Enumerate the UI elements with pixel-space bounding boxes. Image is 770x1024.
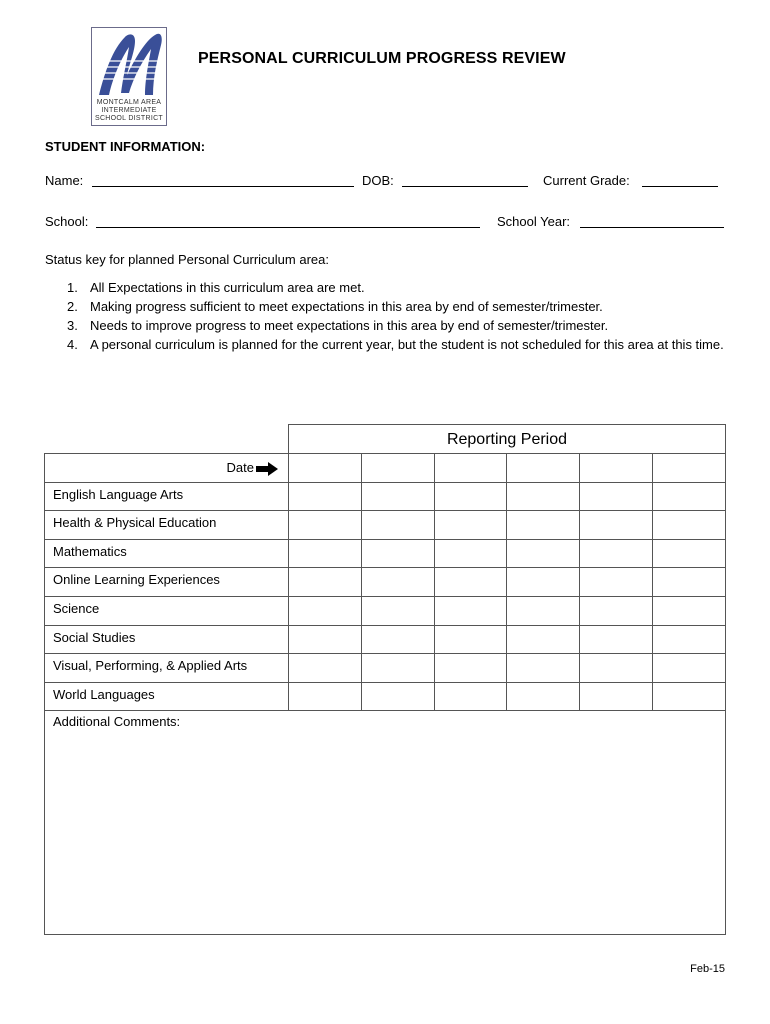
- student-info-heading: STUDENT INFORMATION:: [45, 139, 206, 154]
- status-cell[interactable]: [507, 511, 580, 540]
- status-cell[interactable]: [362, 483, 435, 512]
- grade-label: Current Grade:: [543, 173, 630, 188]
- date-label: Date: [226, 460, 254, 475]
- status-cell[interactable]: [289, 511, 362, 540]
- status-cell[interactable]: [653, 683, 726, 712]
- status-key-list: [45, 278, 727, 354]
- status-cell[interactable]: [653, 626, 726, 655]
- status-cell[interactable]: [507, 568, 580, 597]
- date-label-cell: [45, 454, 289, 483]
- list-item: 4. A personal curriculum is planned for the current year, but the student is not scheduled for this area at this time.: [67, 337, 724, 352]
- status-cell[interactable]: [580, 540, 653, 569]
- status-cell[interactable]: [435, 654, 508, 683]
- school-label: School:: [45, 214, 89, 229]
- status-cell[interactable]: [580, 511, 653, 540]
- status-cell[interactable]: [362, 654, 435, 683]
- status-cell[interactable]: [653, 483, 726, 512]
- logo-text: MONTCALM AREA INTERMEDIATE SCHOOL DISTRICT: [94, 99, 164, 122]
- table-row: [45, 483, 726, 512]
- status-cell[interactable]: [653, 568, 726, 597]
- table-row: [45, 568, 726, 597]
- status-cell[interactable]: [362, 683, 435, 712]
- status-cell[interactable]: [435, 483, 508, 512]
- subject-label: Social Studies: [45, 626, 289, 655]
- status-cell[interactable]: [580, 568, 653, 597]
- district-logo: [91, 27, 167, 126]
- table-row: [45, 597, 726, 626]
- date-cell[interactable]: [435, 454, 508, 483]
- status-cell[interactable]: [653, 540, 726, 569]
- status-cell[interactable]: [580, 654, 653, 683]
- subject-label: Science: [45, 597, 289, 626]
- status-cell[interactable]: [362, 568, 435, 597]
- date-cell[interactable]: [653, 454, 726, 483]
- status-cell[interactable]: [362, 540, 435, 569]
- status-cell[interactable]: [435, 683, 508, 712]
- name-field[interactable]: [92, 186, 354, 187]
- school-field[interactable]: [96, 227, 480, 228]
- status-cell[interactable]: [435, 597, 508, 626]
- status-cell[interactable]: [507, 483, 580, 512]
- status-cell[interactable]: [653, 597, 726, 626]
- subject-label: Health & Physical Education: [45, 511, 289, 540]
- status-cell[interactable]: [289, 683, 362, 712]
- status-cell[interactable]: [653, 511, 726, 540]
- status-cell[interactable]: [507, 540, 580, 569]
- footer-date: Feb-15: [690, 963, 725, 975]
- list-item: 1. All Expectations in this curriculum area are met.: [67, 280, 365, 295]
- subject-label: World Languages: [45, 683, 289, 712]
- list-item: 2. Making progress sufficient to meet expectations in this area by end of semester/trimester.: [67, 299, 603, 314]
- table-row: [45, 626, 726, 655]
- status-cell[interactable]: [435, 568, 508, 597]
- status-cell[interactable]: [507, 654, 580, 683]
- status-cell[interactable]: [435, 626, 508, 655]
- table-row: [45, 654, 726, 683]
- page-title: PERSONAL CURRICULUM PROGRESS REVIEW: [198, 50, 566, 67]
- status-cell[interactable]: [435, 540, 508, 569]
- m-logo-icon: [95, 31, 163, 97]
- status-cell[interactable]: [289, 568, 362, 597]
- list-item: 3. Needs to improve progress to meet expectations in this area by end of semester/trimester.: [67, 318, 609, 333]
- name-label: Name:: [45, 173, 84, 188]
- dob-label: DOB:: [362, 173, 394, 188]
- status-cell[interactable]: [580, 626, 653, 655]
- arrow-right-icon: [256, 462, 278, 476]
- reporting-period-header: Reporting Period: [288, 424, 726, 454]
- subject-label: Mathematics: [45, 540, 289, 569]
- status-cell[interactable]: [580, 483, 653, 512]
- table-row: [45, 683, 726, 712]
- table-row: [45, 540, 726, 569]
- status-cell[interactable]: [507, 683, 580, 712]
- status-cell[interactable]: [289, 483, 362, 512]
- status-cell[interactable]: [580, 683, 653, 712]
- status-cell[interactable]: [362, 626, 435, 655]
- date-cell[interactable]: [289, 454, 362, 483]
- status-cell[interactable]: [435, 511, 508, 540]
- school-year-label: School Year:: [497, 214, 571, 229]
- status-cell[interactable]: [289, 654, 362, 683]
- date-row: [45, 454, 726, 483]
- status-cell[interactable]: [653, 654, 726, 683]
- status-cell[interactable]: [289, 540, 362, 569]
- status-cell[interactable]: [362, 511, 435, 540]
- status-cell[interactable]: [289, 626, 362, 655]
- subject-label: Online Learning Experiences: [45, 568, 289, 597]
- status-cell[interactable]: [507, 626, 580, 655]
- subject-label: Visual, Performing, & Applied Arts: [45, 654, 289, 683]
- date-cell[interactable]: [580, 454, 653, 483]
- status-cell[interactable]: [580, 597, 653, 626]
- school-year-field[interactable]: [580, 227, 724, 228]
- additional-comments-label: Additional Comments:: [53, 714, 181, 729]
- date-cell[interactable]: [362, 454, 435, 483]
- date-cell[interactable]: [507, 454, 580, 483]
- status-cell[interactable]: [362, 597, 435, 626]
- additional-comments-box[interactable]: [44, 710, 726, 935]
- dob-field[interactable]: [402, 186, 528, 187]
- status-cell[interactable]: [507, 597, 580, 626]
- progress-table: [44, 453, 726, 711]
- status-cell[interactable]: [289, 597, 362, 626]
- grade-field[interactable]: [642, 186, 718, 187]
- status-key-heading: Status key for planned Personal Curriculum area:: [45, 252, 329, 267]
- subject-label: English Language Arts: [45, 483, 289, 512]
- table-row: [45, 511, 726, 540]
